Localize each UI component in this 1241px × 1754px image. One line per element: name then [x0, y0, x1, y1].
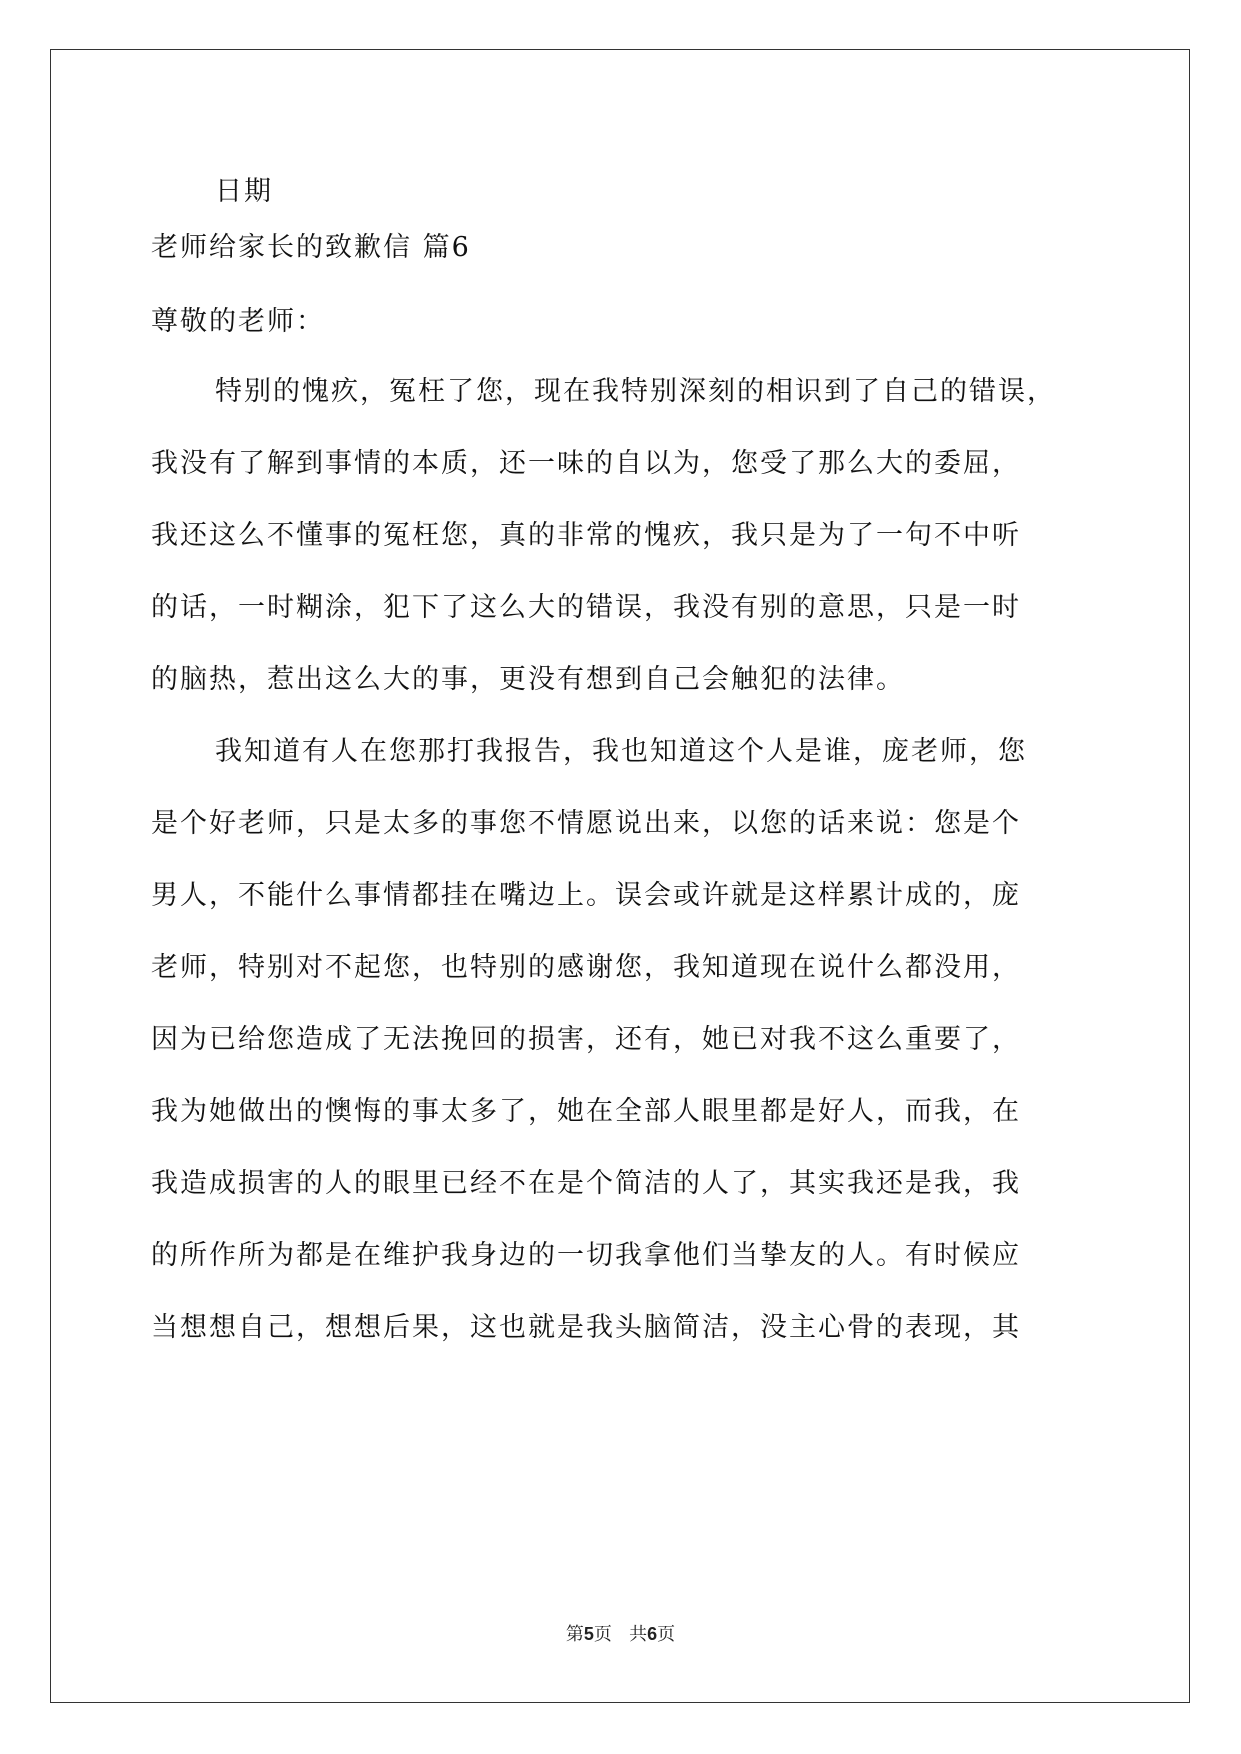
page-prefix: 第	[565, 1624, 584, 1645]
page-border	[50, 49, 1190, 1703]
paragraph-line: 特别的愧疚，冤枉了您，现在我特别深刻的相识到了自己的错误，	[215, 376, 1056, 407]
paragraph-line: 是个好老师，只是太多的事您不情愿说出来，以您的话来说：您是个	[151, 808, 1021, 839]
paragraph-line: 的话，一时糊涂，犯下了这么大的错误，我没有别的意思，只是一时	[151, 592, 1021, 623]
page-total: 6	[647, 1624, 658, 1644]
total-unit: 页	[657, 1624, 676, 1645]
paragraph-line: 我知道有人在您那打我报告，我也知道这个人是谁，庞老师，您	[215, 736, 1027, 767]
paragraph-line: 我还这么不懂事的冤枉您，真的非常的愧疚，我只是为了一句不中听	[151, 520, 1021, 551]
paragraph-line: 我造成损害的人的眼里已经不在是个简洁的人了，其实我还是我，我	[151, 1168, 1021, 1199]
paragraph-line: 的所作所为都是在维护我身边的一切我拿他们当挚友的人。有时候应	[151, 1240, 1021, 1271]
section-title: 老师给家长的致歉信 篇6	[151, 232, 471, 263]
paragraph-line: 老师，特别对不起您，也特别的感谢您，我知道现在说什么都没用，	[151, 952, 1021, 983]
salutation: 尊敬的老师：	[151, 306, 325, 337]
paragraph-line: 因为已给您造成了无法挽回的损害，还有，她已对我不这么重要了，	[151, 1024, 1021, 1055]
total-prefix: 共	[629, 1624, 648, 1645]
paragraph-line: 我没有了解到事情的本质，还一味的自以为，您受了那么大的委屈，	[151, 448, 1021, 479]
paragraph-line: 我为她做出的懊悔的事太多了，她在全部人眼里都是好人，而我，在	[151, 1096, 1021, 1127]
paragraph-line: 男人，不能什么事情都挂在嘴边上。误会或许就是这样累计成的，庞	[151, 880, 1021, 911]
paragraph-line: 当想想自己，想想后果，这也就是我头脑简洁，没主心骨的表现，其	[151, 1312, 1021, 1343]
page-footer	[0, 1622, 1241, 1647]
date-line: 日期	[215, 176, 273, 207]
page-unit: 页	[593, 1624, 612, 1645]
paragraph-line: 的脑热，惹出这么大的事，更没有想到自己会触犯的法律。	[151, 664, 905, 695]
page-current: 5	[583, 1624, 594, 1644]
